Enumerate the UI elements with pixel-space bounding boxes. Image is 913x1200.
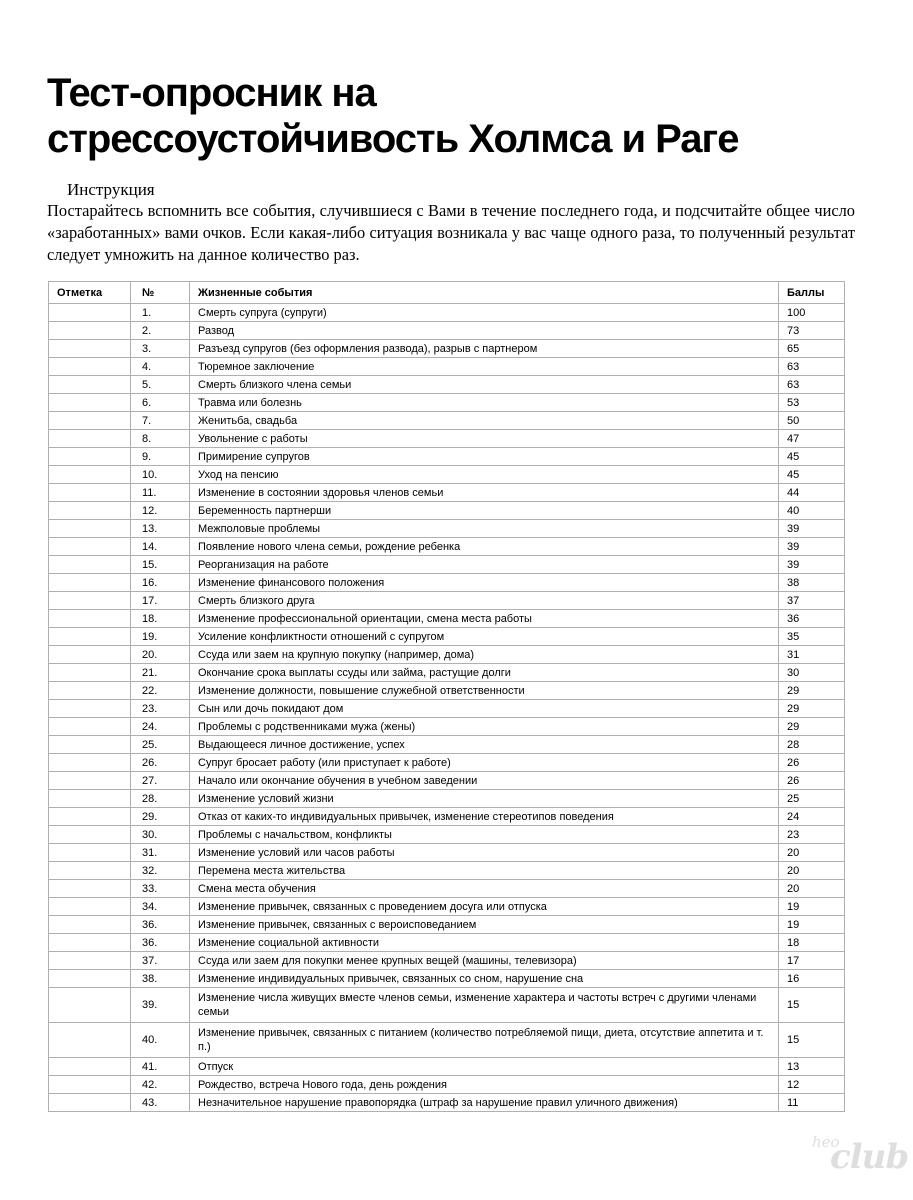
score-cell: 13 xyxy=(779,1058,845,1076)
table-row xyxy=(49,610,845,628)
number-cell: 29. xyxy=(131,808,190,826)
mark-cell[interactable] xyxy=(49,880,131,898)
table-row xyxy=(49,1058,845,1076)
score-cell: 35 xyxy=(779,628,845,646)
mark-cell[interactable] xyxy=(49,358,131,376)
number-cell: 25. xyxy=(131,736,190,754)
event-cell: Изменение привычек, связанных с вероисповеданием xyxy=(190,916,779,934)
score-cell: 63 xyxy=(779,358,845,376)
mark-cell[interactable] xyxy=(49,376,131,394)
event-cell: Уход на пенсию xyxy=(190,466,779,484)
mark-cell[interactable] xyxy=(49,628,131,646)
instruction-heading: Инструкция xyxy=(67,180,155,199)
number-cell: 7. xyxy=(131,412,190,430)
event-cell: Межполовые проблемы xyxy=(190,520,779,538)
table-row xyxy=(49,574,845,592)
number-cell: 14. xyxy=(131,538,190,556)
mark-cell[interactable] xyxy=(49,556,131,574)
score-cell: 11 xyxy=(779,1094,845,1112)
table-row xyxy=(49,412,845,430)
table-row xyxy=(49,754,845,772)
event-cell: Травма или болезнь xyxy=(190,394,779,412)
score-cell: 25 xyxy=(779,790,845,808)
score-cell: 29 xyxy=(779,718,845,736)
mark-cell[interactable] xyxy=(49,322,131,340)
mark-cell[interactable] xyxy=(49,772,131,790)
mark-cell[interactable] xyxy=(49,736,131,754)
event-cell: Изменение должности, повышение служебной ответственности xyxy=(190,682,779,700)
mark-cell[interactable] xyxy=(49,664,131,682)
mark-cell[interactable] xyxy=(49,1023,131,1058)
event-cell: Изменение привычек, связанных с проведением досуга или отпуска xyxy=(190,898,779,916)
header-number: № xyxy=(131,282,190,304)
number-cell: 40. xyxy=(131,1023,190,1058)
table-row xyxy=(49,1094,845,1112)
table-row xyxy=(49,466,845,484)
score-cell: 50 xyxy=(779,412,845,430)
mark-cell[interactable] xyxy=(49,952,131,970)
watermark-small: heo xyxy=(812,1133,840,1151)
event-cell: Тюремное заключение xyxy=(190,358,779,376)
event-cell: Отказ от каких-то индивидуальных привычек, изменение стереотипов поведения xyxy=(190,808,779,826)
mark-cell[interactable] xyxy=(49,718,131,736)
event-cell: Начало или окончание обучения в учебном заведении xyxy=(190,772,779,790)
table-row xyxy=(49,376,845,394)
mark-cell[interactable] xyxy=(49,826,131,844)
score-cell: 39 xyxy=(779,556,845,574)
table-row xyxy=(49,340,845,358)
table-row xyxy=(49,826,845,844)
mark-cell[interactable] xyxy=(49,538,131,556)
number-cell: 24. xyxy=(131,718,190,736)
number-cell: 15. xyxy=(131,556,190,574)
table-row xyxy=(49,718,845,736)
table-row xyxy=(49,502,845,520)
page-title xyxy=(47,70,738,162)
table-row xyxy=(49,862,845,880)
event-cell: Изменение условий или часов работы xyxy=(190,844,779,862)
mark-cell[interactable] xyxy=(49,466,131,484)
mark-cell[interactable] xyxy=(49,808,131,826)
number-cell: 10. xyxy=(131,466,190,484)
number-cell: 22. xyxy=(131,682,190,700)
page-title-line-1: Тест-опросник на xyxy=(47,71,376,115)
score-cell: 40 xyxy=(779,502,845,520)
table-row xyxy=(49,1023,845,1058)
event-cell: Выдающееся личное достижение, успех xyxy=(190,736,779,754)
number-cell: 8. xyxy=(131,430,190,448)
table-row xyxy=(49,520,845,538)
score-cell: 20 xyxy=(779,844,845,862)
number-cell: 36. xyxy=(131,916,190,934)
score-cell: 26 xyxy=(779,772,845,790)
header-event: Жизненные события xyxy=(190,282,779,304)
event-cell: Изменение числа живущих вместе членов семьи, изменение характера и частоты встреч с другими членами семьи xyxy=(190,988,779,1023)
number-cell: 13. xyxy=(131,520,190,538)
header-mark: Отметка xyxy=(49,282,131,304)
number-cell: 32. xyxy=(131,862,190,880)
number-cell: 37. xyxy=(131,952,190,970)
event-cell: Изменение привычек, связанных с питанием (количество потребляемой пищи, диета, отсутствие аппетита и т. п.) xyxy=(190,1023,779,1058)
mark-cell[interactable] xyxy=(49,610,131,628)
event-cell: Смерть супруга (супруги) xyxy=(190,304,779,322)
events-table xyxy=(48,281,845,1112)
number-cell: 18. xyxy=(131,610,190,628)
event-cell: Увольнение с работы xyxy=(190,430,779,448)
table-row xyxy=(49,448,845,466)
event-cell: Отпуск xyxy=(190,1058,779,1076)
number-cell: 4. xyxy=(131,358,190,376)
number-cell: 17. xyxy=(131,592,190,610)
event-cell: Незначительное нарушение правопорядка (штраф за нарушение правил уличного движения) xyxy=(190,1094,779,1112)
score-cell: 37 xyxy=(779,592,845,610)
mark-cell[interactable] xyxy=(49,574,131,592)
table-row xyxy=(49,808,845,826)
table-row xyxy=(49,988,845,1023)
table-row xyxy=(49,790,845,808)
table-row xyxy=(49,628,845,646)
mark-cell[interactable] xyxy=(49,844,131,862)
mark-cell[interactable] xyxy=(49,502,131,520)
table-row xyxy=(49,304,845,322)
score-cell: 28 xyxy=(779,736,845,754)
number-cell: 34. xyxy=(131,898,190,916)
event-cell: Женитьба, свадьба xyxy=(190,412,779,430)
score-cell: 73 xyxy=(779,322,845,340)
number-cell: 23. xyxy=(131,700,190,718)
table-row xyxy=(49,844,845,862)
event-cell: Примирение супругов xyxy=(190,448,779,466)
mark-cell[interactable] xyxy=(49,988,131,1023)
table-row xyxy=(49,646,845,664)
event-cell: Смена места обучения xyxy=(190,880,779,898)
number-cell: 28. xyxy=(131,790,190,808)
number-cell: 19. xyxy=(131,628,190,646)
mark-cell[interactable] xyxy=(49,898,131,916)
table-row xyxy=(49,358,845,376)
event-cell: Сын или дочь покидают дом xyxy=(190,700,779,718)
table-row xyxy=(49,556,845,574)
event-cell: Изменение социальной активности xyxy=(190,934,779,952)
table-row xyxy=(49,682,845,700)
number-cell: 36. xyxy=(131,934,190,952)
mark-cell[interactable] xyxy=(49,1094,131,1112)
table-row xyxy=(49,664,845,682)
number-cell: 42. xyxy=(131,1076,190,1094)
page-title-line-2: стрессоустойчивость Холмса и Раге xyxy=(47,117,739,161)
table-row xyxy=(49,394,845,412)
number-cell: 12. xyxy=(131,502,190,520)
table-row xyxy=(49,1076,845,1094)
score-cell: 47 xyxy=(779,430,845,448)
table-row xyxy=(49,934,845,952)
number-cell: 21. xyxy=(131,664,190,682)
score-cell: 23 xyxy=(779,826,845,844)
score-cell: 36 xyxy=(779,610,845,628)
event-cell: Рождество, встреча Нового года, день рождения xyxy=(190,1076,779,1094)
number-cell: 3. xyxy=(131,340,190,358)
score-cell: 31 xyxy=(779,646,845,664)
table-header-row xyxy=(49,282,845,304)
score-cell: 20 xyxy=(779,880,845,898)
score-cell: 20 xyxy=(779,862,845,880)
mark-cell[interactable] xyxy=(49,862,131,880)
table-row xyxy=(49,700,845,718)
score-cell: 24 xyxy=(779,808,845,826)
score-cell: 39 xyxy=(779,520,845,538)
event-cell: Окончание срока выплаты ссуды или займа, растущие долги xyxy=(190,664,779,682)
event-cell: Изменение в состоянии здоровья членов семьи xyxy=(190,484,779,502)
mark-cell[interactable] xyxy=(49,1076,131,1094)
score-cell: 45 xyxy=(779,448,845,466)
event-cell: Реорганизация на работе xyxy=(190,556,779,574)
table-row xyxy=(49,430,845,448)
score-cell: 45 xyxy=(779,466,845,484)
number-cell: 1. xyxy=(131,304,190,322)
event-cell: Изменение условий жизни xyxy=(190,790,779,808)
table-row xyxy=(49,736,845,754)
number-cell: 20. xyxy=(131,646,190,664)
event-cell: Разъезд супругов (без оформления развода), разрыв с партнером xyxy=(190,340,779,358)
mark-cell[interactable] xyxy=(49,430,131,448)
table-row xyxy=(49,916,845,934)
mark-cell[interactable] xyxy=(49,700,131,718)
mark-cell[interactable] xyxy=(49,790,131,808)
event-cell: Изменение профессиональной ориентации, смена места работы xyxy=(190,610,779,628)
instruction-text: Постарайтесь вспомнить все события, случившиеся с Вами в течение последнего года, и подсчитайте общее число «заработанных» вами очков. Если какая-либо ситуация возникала у вас чаще одного раза, то полученный результат следует умножить на данное количество раз. xyxy=(47,201,855,264)
score-cell: 16 xyxy=(779,970,845,988)
event-cell: Перемена места жительства xyxy=(190,862,779,880)
score-cell: 39 xyxy=(779,538,845,556)
event-cell: Проблемы с родственниками мужа (жены) xyxy=(190,718,779,736)
score-cell: 30 xyxy=(779,664,845,682)
score-cell: 17 xyxy=(779,952,845,970)
score-cell: 53 xyxy=(779,394,845,412)
mark-cell[interactable] xyxy=(49,340,131,358)
number-cell: 11. xyxy=(131,484,190,502)
mark-cell[interactable] xyxy=(49,646,131,664)
score-cell: 19 xyxy=(779,916,845,934)
event-cell: Ссуда или заем на крупную покупку (например, дома) xyxy=(190,646,779,664)
score-cell: 100 xyxy=(779,304,845,322)
event-cell: Смерть близкого друга xyxy=(190,592,779,610)
mark-cell[interactable] xyxy=(49,448,131,466)
event-cell: Усиление конфликтности отношений с супругом xyxy=(190,628,779,646)
score-cell: 29 xyxy=(779,682,845,700)
table-row xyxy=(49,322,845,340)
number-cell: 39. xyxy=(131,988,190,1023)
event-cell: Смерть близкого члена семьи xyxy=(190,376,779,394)
number-cell: 27. xyxy=(131,772,190,790)
number-cell: 38. xyxy=(131,970,190,988)
mark-cell[interactable] xyxy=(49,682,131,700)
number-cell: 5. xyxy=(131,376,190,394)
mark-cell[interactable] xyxy=(49,970,131,988)
event-cell: Проблемы с начальством, конфликты xyxy=(190,826,779,844)
event-cell: Развод xyxy=(190,322,779,340)
event-cell: Изменение финансового положения xyxy=(190,574,779,592)
number-cell: 41. xyxy=(131,1058,190,1076)
score-cell: 26 xyxy=(779,754,845,772)
event-cell: Беременность партнерши xyxy=(190,502,779,520)
number-cell: 43. xyxy=(131,1094,190,1112)
score-cell: 38 xyxy=(779,574,845,592)
mark-cell[interactable] xyxy=(49,412,131,430)
number-cell: 33. xyxy=(131,880,190,898)
number-cell: 6. xyxy=(131,394,190,412)
table-row xyxy=(49,772,845,790)
table-row xyxy=(49,592,845,610)
number-cell: 16. xyxy=(131,574,190,592)
score-cell: 44 xyxy=(779,484,845,502)
mark-cell[interactable] xyxy=(49,934,131,952)
table-row xyxy=(49,538,845,556)
score-cell: 12 xyxy=(779,1076,845,1094)
event-cell: Ссуда или заем для покупки менее крупных вещей (машины, телевизора) xyxy=(190,952,779,970)
number-cell: 26. xyxy=(131,754,190,772)
mark-cell[interactable] xyxy=(49,592,131,610)
mark-cell[interactable] xyxy=(49,394,131,412)
table-row xyxy=(49,484,845,502)
header-score: Баллы xyxy=(779,282,845,304)
table-row xyxy=(49,952,845,970)
table-row xyxy=(49,970,845,988)
mark-cell[interactable] xyxy=(49,1058,131,1076)
event-cell: Появление нового члена семьи, рождение ребенка xyxy=(190,538,779,556)
score-cell: 19 xyxy=(779,898,845,916)
watermark-large: club xyxy=(830,1137,909,1177)
score-cell: 29 xyxy=(779,700,845,718)
mark-cell[interactable] xyxy=(49,916,131,934)
number-cell: 2. xyxy=(131,322,190,340)
number-cell: 31. xyxy=(131,844,190,862)
mark-cell[interactable] xyxy=(49,484,131,502)
mark-cell[interactable] xyxy=(49,304,131,322)
event-cell: Супруг бросает работу (или приступает к работе) xyxy=(190,754,779,772)
score-cell: 15 xyxy=(779,988,845,1023)
number-cell: 9. xyxy=(131,448,190,466)
mark-cell[interactable] xyxy=(49,754,131,772)
score-cell: 18 xyxy=(779,934,845,952)
score-cell: 65 xyxy=(779,340,845,358)
number-cell: 30. xyxy=(131,826,190,844)
table-row xyxy=(49,880,845,898)
table-row xyxy=(49,898,845,916)
score-cell: 15 xyxy=(779,1023,845,1058)
score-cell: 63 xyxy=(779,376,845,394)
mark-cell[interactable] xyxy=(49,520,131,538)
event-cell: Изменение индивидуальных привычек, связанных со сном, нарушение сна xyxy=(190,970,779,988)
